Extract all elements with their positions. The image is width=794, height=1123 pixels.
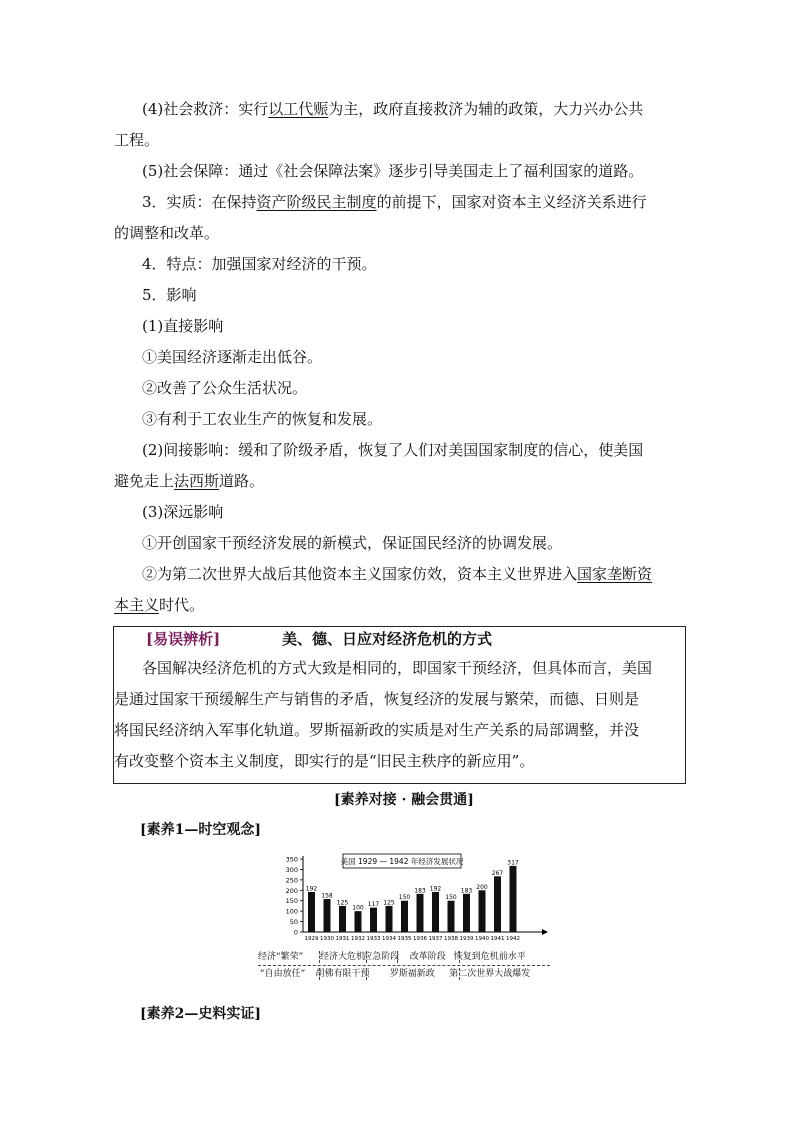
x-tick-label: 1930 (320, 936, 334, 942)
phase-divider (319, 951, 320, 963)
bar-value-label: 150 (398, 894, 411, 902)
section-header: [素养对接 · 融会贯通] (334, 792, 474, 808)
text-run: 为主，政府直接救济为辅的政策，大力兴办公共 (328, 100, 644, 118)
bar (479, 890, 486, 932)
text-run: ①美国经济逐渐走出低谷。 (142, 348, 323, 366)
phase-label: 应急阶段 (363, 952, 400, 962)
underlined-term: 国家垄断资 (577, 565, 653, 583)
bar-value-label: 158 (321, 892, 333, 900)
bar (355, 911, 362, 932)
body-line (142, 192, 647, 212)
bar (339, 906, 346, 932)
phase-label: 经济大危机 (320, 952, 366, 962)
bar-value-label: 200 (476, 883, 488, 891)
bar (370, 908, 377, 932)
bar (510, 866, 517, 932)
underlined-term: 资产阶级民主制度 (256, 193, 377, 211)
text-run: ③有利于工农业生产的恢复和发展。 (142, 410, 383, 428)
phase-label: “自由放任” (260, 969, 306, 979)
chart-svg (256, 848, 550, 953)
body-line (142, 347, 322, 367)
body-line (142, 254, 377, 274)
body-line (142, 564, 652, 584)
y-tick-label: 50 (289, 918, 298, 927)
x-tick-label: 1938 (444, 936, 458, 942)
text-run: ②为第二次世界大战后其他资本主义国家仿效，资本主义世界进入 (142, 565, 578, 583)
body-line (142, 161, 643, 181)
bar (448, 901, 455, 932)
text-run: 工程。 (114, 131, 160, 149)
body-line (114, 223, 219, 243)
literacy-1-heading: [素养1—时空观念] (140, 822, 261, 838)
body-line (142, 409, 382, 429)
text-run: (5)社会保障：通过《社会保障法案》逐步引导美国走上了福利国家的道路。 (142, 162, 644, 180)
y-tick-label: 200 (285, 886, 298, 895)
bar-value-label: 183 (414, 887, 426, 895)
economy-chart (256, 848, 550, 957)
phase-divider (319, 968, 320, 980)
text-run: 避免走上 (114, 472, 175, 490)
box-line-4: 有改变整个资本主义制度，即实行的是“旧民主秩序的新应用”。 (114, 752, 535, 770)
y-tick-label: 0 (293, 928, 298, 937)
body-line (142, 316, 223, 336)
bar-value-label: 317 (507, 859, 519, 867)
bar (463, 894, 470, 932)
body-line (142, 285, 197, 305)
text-run: 3．实质：在保持 (142, 193, 257, 211)
text-run: (1)直接影响 (142, 317, 224, 335)
body-line (114, 130, 159, 150)
x-tick-label: 1939 (459, 936, 474, 942)
phase-divider (397, 951, 398, 963)
body-line (142, 99, 643, 119)
bar (324, 899, 331, 932)
box-line-2: 是通过国家干预缓解生产与销售的矛盾，恢复经济的发展与繁荣，而德、日则是 (114, 690, 640, 708)
text-run: 5．影响 (142, 286, 197, 304)
text-run: ②改善了公众生活状况。 (142, 379, 308, 397)
text-run: 道路。 (219, 472, 265, 490)
body-line (142, 378, 307, 398)
box-tag: [易误辨析] (146, 630, 221, 648)
bar-value-label: 125 (336, 899, 349, 907)
bar-value-label: 117 (367, 901, 380, 909)
chart-title: 美国 1929 — 1942 年经济发展状况 (340, 857, 464, 866)
y-tick-label: 150 (285, 897, 298, 906)
x-tick-label: 1937 (428, 936, 443, 942)
box-title: 美、德、日应对经济危机的方式 (282, 630, 493, 648)
bar (432, 892, 439, 932)
underlined-term: 以工代赈 (268, 100, 329, 118)
text-run: 的调整和改革。 (114, 224, 220, 242)
bar-value-label: 125 (383, 899, 395, 907)
bar-value-label: 183 (460, 887, 473, 895)
bar (308, 892, 315, 932)
underlined-term: 法西斯 (174, 472, 220, 490)
x-tick-label: 1932 (351, 936, 365, 942)
bar (417, 894, 424, 932)
phase-divider (459, 951, 460, 963)
phase-label: 罗斯福新政 (389, 969, 435, 979)
phase-label: 胡佛有限干预 (315, 969, 370, 979)
phase-divider (366, 951, 367, 963)
phase-row-separator (258, 965, 550, 966)
bar-value-label: 150 (445, 894, 457, 902)
x-tick-label: 1941 (490, 936, 505, 942)
text-run: 4．特点：加强国家对经济的干预。 (142, 255, 377, 273)
text-run: (3)深远影响 (142, 503, 224, 521)
x-axis-arrow (542, 929, 548, 935)
x-tick-label: 1934 (382, 936, 396, 942)
box-line-1: 各国解决经济危机的方式大致是相同的，即国家干预经济，但具体而言，美国 (142, 659, 653, 677)
phase-label: 恢复到危机前水平 (453, 952, 526, 962)
bar (401, 901, 408, 932)
underlined-term: 本主义 (114, 596, 160, 614)
text-run: (2)间接影响：缓和了阶级矛盾，恢复了人们对美国国家制度的信心，使美国 (142, 441, 644, 459)
text-run: 时代。 (159, 596, 205, 614)
bar-value-label: 192 (305, 885, 318, 893)
literacy-2-heading: [素养2—史料实证] (140, 1006, 261, 1022)
bar-value-label: 267 (491, 869, 504, 877)
phase-divider (459, 968, 460, 980)
x-tick-label: 1935 (397, 936, 412, 942)
bar-value-label: 100 (352, 904, 364, 912)
body-line (142, 533, 562, 553)
phase-divider (366, 968, 367, 980)
x-tick-label: 1940 (475, 936, 489, 942)
body-line (114, 595, 204, 615)
y-tick-label: 100 (285, 907, 298, 916)
body-line (142, 502, 223, 522)
y-tick-label: 300 (285, 865, 298, 874)
text-run: ①开创国家干预经济发展的新模式，保证国民经济的协调发展。 (142, 534, 563, 552)
body-line (114, 471, 264, 491)
bar (494, 876, 501, 932)
phase-label: 经济“繁荣” (258, 952, 304, 962)
text-run: (4)社会救济：实行 (142, 100, 269, 118)
y-tick-label: 350 (285, 855, 298, 864)
x-tick-label: 1936 (413, 936, 427, 942)
phase-label: 第二次世界大战爆发 (449, 969, 531, 979)
box-line-3: 将国民经济纳入军事化轨道。罗斯福新政的实质是对生产关系的局部调整，并没 (114, 721, 640, 739)
body-line (142, 440, 643, 460)
bar-value-label: 192 (429, 885, 442, 893)
x-tick-label: 1929 (304, 936, 319, 942)
x-tick-label: 1942 (506, 936, 520, 942)
y-tick-label: 250 (285, 876, 298, 885)
error-analysis-box (113, 626, 686, 784)
text-run: 的前提下，国家对资本主义经济关系进行 (376, 193, 647, 211)
phase-label: 改革阶段 (409, 952, 446, 962)
x-tick-label: 1931 (335, 936, 350, 942)
bar (386, 906, 393, 932)
x-tick-label: 1933 (366, 936, 381, 942)
